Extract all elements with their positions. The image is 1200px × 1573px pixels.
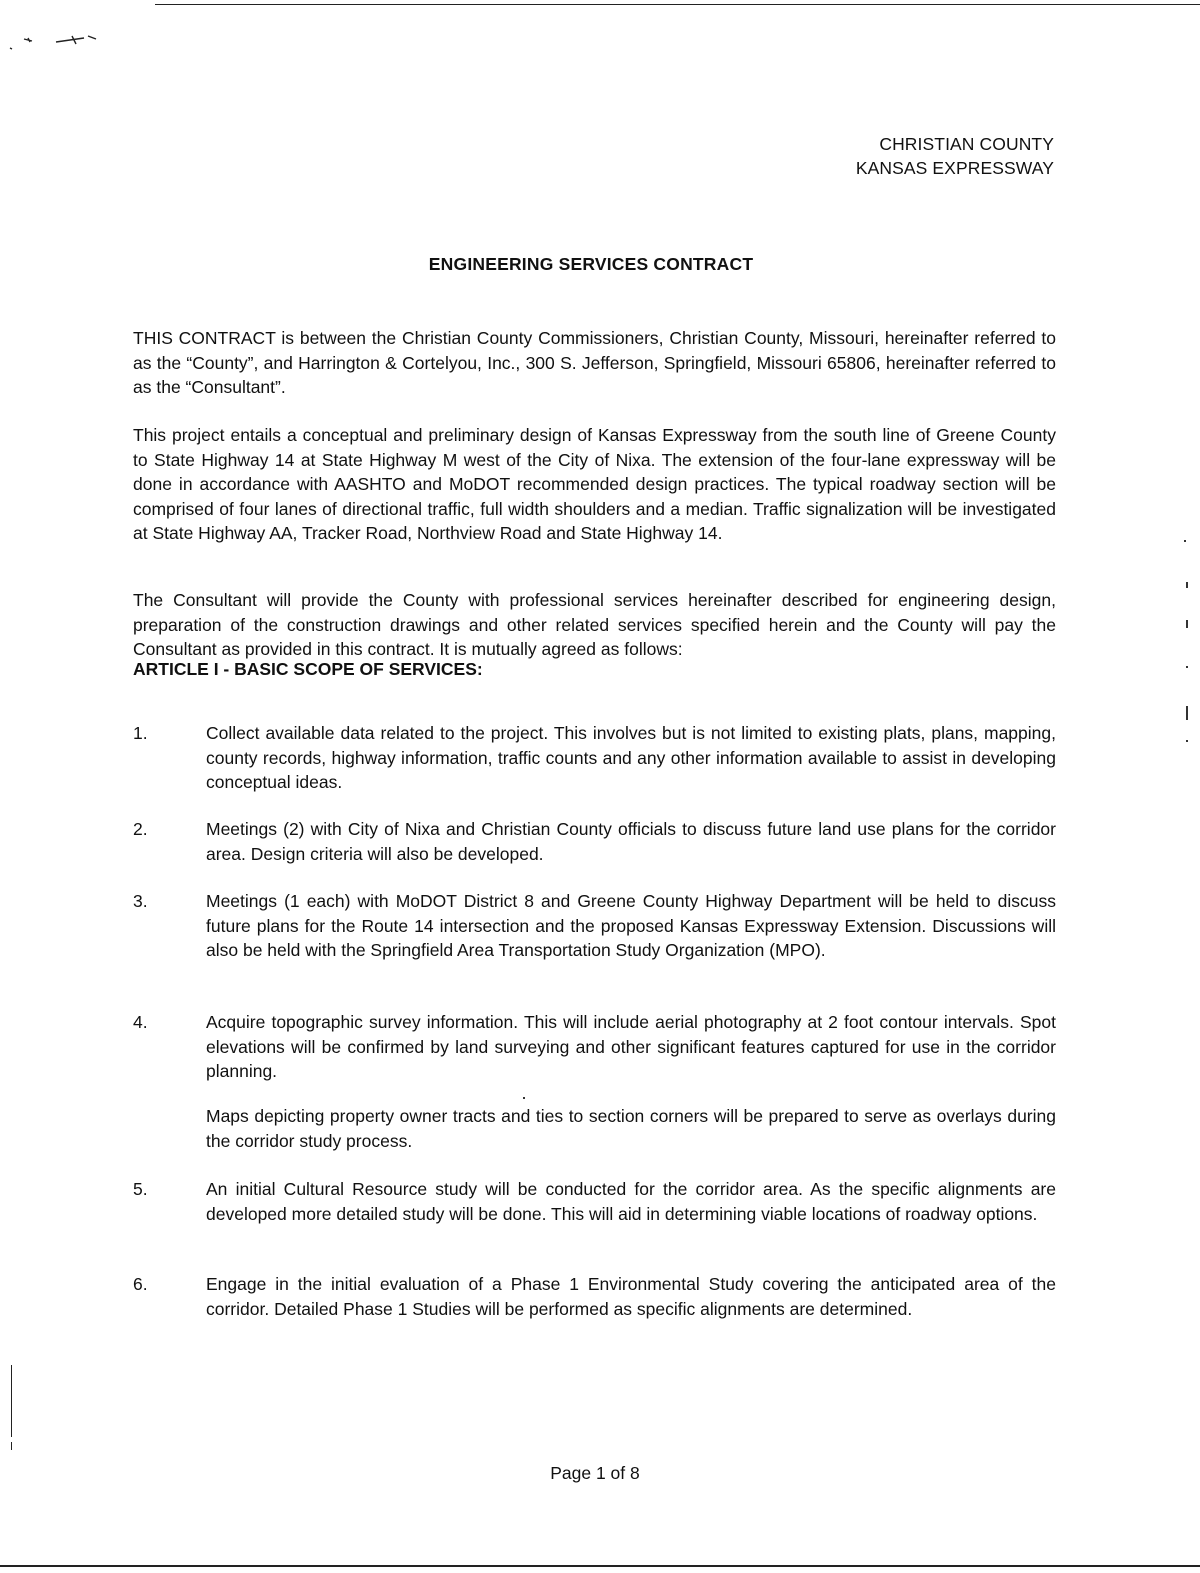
list-item <box>133 721 1056 795</box>
scan-border-top <box>155 4 1200 5</box>
list-item-number: 2. <box>133 819 148 839</box>
list-item <box>133 1010 1056 1084</box>
list-item-text: Engage in the initial evaluation of a Phase 1 Environmental Study covering the anticipated area of the corridor. Detailed Phase 1 Studies will be performed as specific alignments are determined. <box>206 1274 1056 1319</box>
scan-speck <box>1186 740 1188 742</box>
list-item-subtext: Maps depicting property owner tracts and ties to section corners will be prepared to serve as overlays during the corridor study process. <box>206 1106 1056 1151</box>
page-number: Page 1 of 8 <box>550 1463 640 1483</box>
intro-paragraph: THIS CONTRACT is between the Christian County Commissioners, Christian County, Missouri, hereinafter referred to as the “County”, and Harrington & Cortelyou, Inc., 300 S. Jefferson, Springfield, Missouri 65806, hereinafter referred to as the “Consultant”. <box>133 328 1056 397</box>
list-item-text: Meetings (2) with City of Nixa and Christian County officials to discuss future land use plans for the corridor area. Design criteria will also be developed. <box>206 819 1056 864</box>
document-header <box>856 132 1054 180</box>
list-item <box>133 1177 1056 1226</box>
list-item-text: Collect available data related to the project. This involves but is not limited to existing plats, plans, mapping, county records, highway information, traffic counts and any other information available to assist in developing conceptual ideas. <box>206 723 1056 792</box>
list-item-number: 5. <box>133 1179 148 1199</box>
services-paragraph: The Consultant will provide the County with professional services hereinafter described for engineering design, preparation of the construction drawings and other related services specified herein and the County will pay the Consultant as provided in this contract. It is mutually agreed as follows: <box>133 590 1056 659</box>
scan-speck <box>1184 540 1186 542</box>
list-item <box>133 889 1056 963</box>
scan-speck <box>1186 620 1188 628</box>
article-heading: ARTICLE I - BASIC SCOPE OF SERVICES: <box>133 659 483 679</box>
list-item-number: 6. <box>133 1274 148 1294</box>
scan-margin-mark <box>11 1442 12 1450</box>
scan-speck <box>1186 666 1188 668</box>
scan-border-bottom <box>0 1565 1200 1567</box>
scan-speck <box>1186 582 1188 588</box>
page-title: ENGINEERING SERVICES CONTRACT <box>428 254 754 274</box>
list-item-number: 1. <box>133 723 148 743</box>
header-project: KANSAS EXPRESSWAY <box>855 158 1054 178</box>
list-item-number: 4. <box>133 1012 148 1032</box>
list-item-text: Acquire topographic survey information. This will include aerial photography at 2 foot contour intervals. Spot elevations will be confirmed by land surveying and other significant features captured for use in the corridor planning. <box>206 1012 1056 1081</box>
list-item <box>133 817 1056 866</box>
scan-scratch-mark <box>6 30 106 54</box>
list-item-text: Meetings (1 each) with MoDOT District 8 and Greene County Highway Department will be held to discuss future plans for the Route 14 intersection and the proposed Kansas Expressway Extension. Discussions will also be held with the Springfield Area Transportation Study Organization (MPO). <box>206 891 1056 960</box>
scan-margin-mark <box>11 1365 12 1437</box>
list-item-text: An initial Cultural Resource study will be conducted for the corridor area. As the specific alignments are developed more detailed study will be done. This will aid in determining viable locations of roadway options. <box>206 1179 1056 1224</box>
project-description-paragraph: This project entails a conceptual and preliminary design of Kansas Expressway from the south line of Greene County to State Highway 14 at State Highway M west of the City of Nixa. The extension of the four-lane expressway will be done in accordance with AASHTO and MoDOT recommended design practices. The typical roadway section will be comprised of four lanes of directional traffic, full width shoulders and a median. Traffic signalization will be investigated at State Highway AA, Tracker Road, Northview Road and State Highway 14. <box>133 425 1056 543</box>
scan-speck <box>523 1097 525 1099</box>
list-item-number: 3. <box>133 891 148 911</box>
list-item <box>133 1272 1056 1321</box>
header-county: CHRISTIAN COUNTY <box>879 134 1054 154</box>
scan-speck <box>1186 706 1188 720</box>
